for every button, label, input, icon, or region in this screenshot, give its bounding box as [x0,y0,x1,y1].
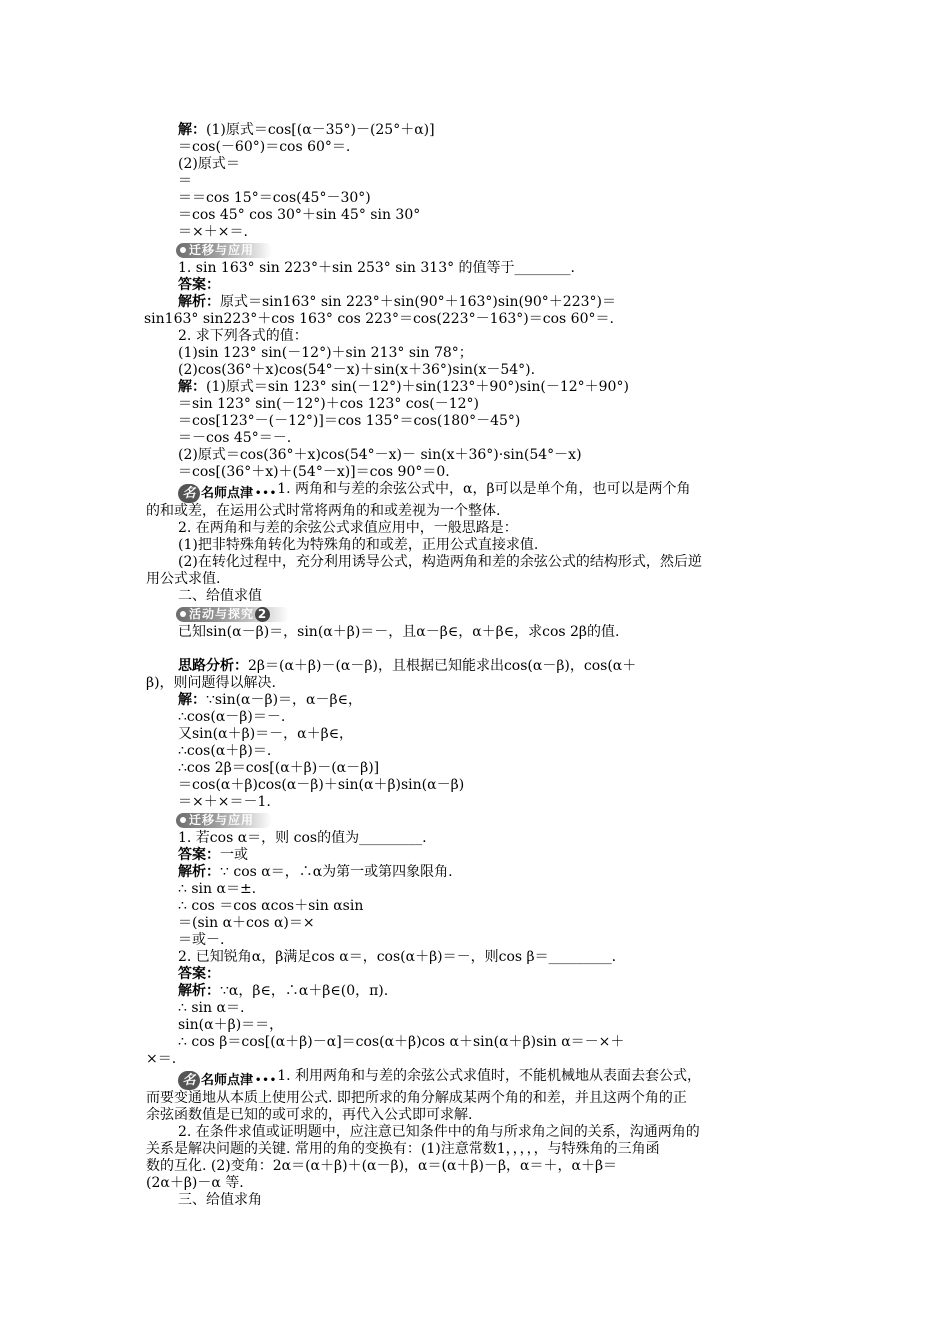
dot-icon [180,611,186,617]
line: ∴cos 2β＝cos[(α＋β)－(α－β)] [178,760,380,776]
line: 名 名师点津 ••• 1. 利用两角和与差的余弦公式求值时，不能机械地从表面去套公式， [146,1068,808,1090]
line: 三、给值求角 [178,1192,262,1208]
line: 答案：一或 [178,847,248,863]
teacher-tip-badge: 名 名师点津 ••• [178,484,277,503]
line: 解：∵sin(α－β)＝，α－β∈， [178,692,362,708]
line: (1)sin 123° sin(－12°)＋sin 213° sin 78°； [178,345,473,361]
line: 用公式求值. [146,571,221,587]
section-badge-transfer: 迁移与应用 [176,811,808,830]
line: ＝×＋×＝－1. [178,794,271,810]
line: ＝sin 123° sin(－12°)＋cos 123° cos(－12°) [178,396,479,412]
line: 数的互化. (2)变角：2α＝(α＋β)＋(α－β)，α＝(α＋β)－β，α＝＋，α＋β＝ [146,1158,618,1174]
line: (2)原式＝ [178,156,240,172]
line: 1. sin 163° sin 223°＋sin 253° sin 313° 的值等于________. [178,260,576,276]
line: sin(α＋β)＝＝， [178,1017,284,1033]
line: 1. 若cos α＝，则 cos的值为_________. [178,830,427,846]
line: 2. 求下列各式的值： [178,328,308,344]
line: ∴ sin α＝±. [178,881,257,897]
line: ＝×＋×＝. [178,224,248,240]
section-badge-activity: 活动与探究 2 [176,605,808,624]
line: sin163° sin223°＋cos 163° cos 223°＝cos(223°－163°)＝cos 60°＝. [144,311,614,327]
ming-icon: 名 [178,1071,200,1090]
line: (2α＋β)－α 等. [146,1175,244,1191]
teacher-tip-badge: 名 名师点津 ••• [178,1071,277,1090]
section-badge-transfer: 迁移与应用 [176,241,808,260]
ming-icon: 名 [178,484,200,503]
line: ＝cos[123°－(－12°)]＝cos 135°＝cos(180°－45°) [178,413,521,429]
line: 解析：∵α，β∈，∴α＋β∈(0，π). [178,983,389,999]
line: ＝或－. [178,932,225,948]
line: ＝cos 45° cos 30°＋sin 45° sin 30° [178,207,421,223]
document-body [146,122,808,1209]
line: 答案： [178,277,220,293]
line: 又sin(α＋β)＝－，α＋β∈， [178,726,354,742]
line: (1)把非特殊角转化为特殊角的和或差，正用公式直接求值. [178,537,539,553]
line: 余弦函数值是已知的或可求的，再代入公式即可求解. [146,1107,473,1123]
dot-icon [180,817,186,823]
line: ∴cos(α＋β)＝. [178,743,272,759]
line: ＝＝cos 15°＝cos(45°－30°) [178,190,371,206]
line: 关系是解决问题的关键. 常用的角的变换有：(1)注意常数1，，，，，与特殊角的三角函 [146,1141,660,1157]
line: 答案： [178,966,220,982]
line: 解析：原式＝sin163° sin 223°＋sin(90°＋163°)sin(90°＋223°)＝ [178,294,616,310]
line: ∴ cos ＝cos αcos＋sin αsin [178,898,364,914]
line: 的和或差，在运用公式时常将两角的和或差视为一个整体. [146,503,501,519]
line: 解析：∵ cos α＝，∴α为第一或第四象限角. [178,864,453,880]
line: 已知sin(α－β)＝，sin(α＋β)＝－，且α－β∈，α＋β∈，求cos 2β的值. [178,624,620,640]
line: 2. 在两角和与差的余弦公式求值应用中，一般思路是： [178,520,518,536]
line: 思路分析：2β＝(α＋β)－(α－β)，且根据已知能求出cos(α－β)，cos(α＋ [178,658,637,674]
line: ∴ sin α＝. [178,1000,245,1016]
line: 解：(1)原式＝sin 123° sin(－12°)＋sin(123°＋90°)sin(－12°＋90°) [178,379,629,395]
line: 2. 在条件求值或证明题中，应注意已知条件中的角与所求角之间的关系，沟通两角的 [178,1124,700,1140]
line: ＝cos(－60°)＝cos 60°＝. [178,139,351,155]
line: ＝cos(α＋β)cos(α－β)＋sin(α＋β)sin(α－β) [178,777,465,793]
dot-icon [180,247,186,253]
line: 2. 已知锐角α，β满足cos α＝，cos(α＋β)＝－，则cos β＝_________. [178,949,617,965]
line: ＝ [178,173,192,189]
line: (2)cos(36°＋x)cos(54°－x)＋sin(x＋36°)sin(x－54°). [178,362,536,378]
line: (2)在转化过程中，充分利用诱导公式，构造两角和差的余弦公式的结构形式，然后逆 [178,554,702,570]
line: ＝－cos 45°＝－. [178,430,292,446]
line: β)，则问题得以解决. [146,675,277,691]
line: ∴ cos β＝cos[(α＋β)－α]＝cos(α＋β)cos α＋sin(α＋β)sin α＝－×＋ [178,1034,625,1050]
line: 而要变通地从本质上使用公式. 即把所求的角分解成某两个角的和差，并且这两个角的正 [146,1090,687,1106]
line: ＝(sin α＋cos α)＝× [178,915,315,931]
line: 解：(1)原式＝cos[(α－35°)－(25°＋α)] [178,122,435,138]
line: 名 名师点津 ••• 1. 两角和与差的余弦公式中，α，β可以是单个角，也可以是两个角 [146,481,808,503]
line: 二、给值求值 [178,588,262,604]
line: ∴cos(α－β)＝－. [178,709,286,725]
line: (2)原式＝cos(36°＋x)cos(54°－x)－ sin(x＋36°)·sin(54°－x) [178,447,582,463]
line: ＝cos[(36°＋x)＋(54°－x)]＝cos 90°＝0. [178,464,450,480]
line: ×＝. [146,1051,177,1067]
